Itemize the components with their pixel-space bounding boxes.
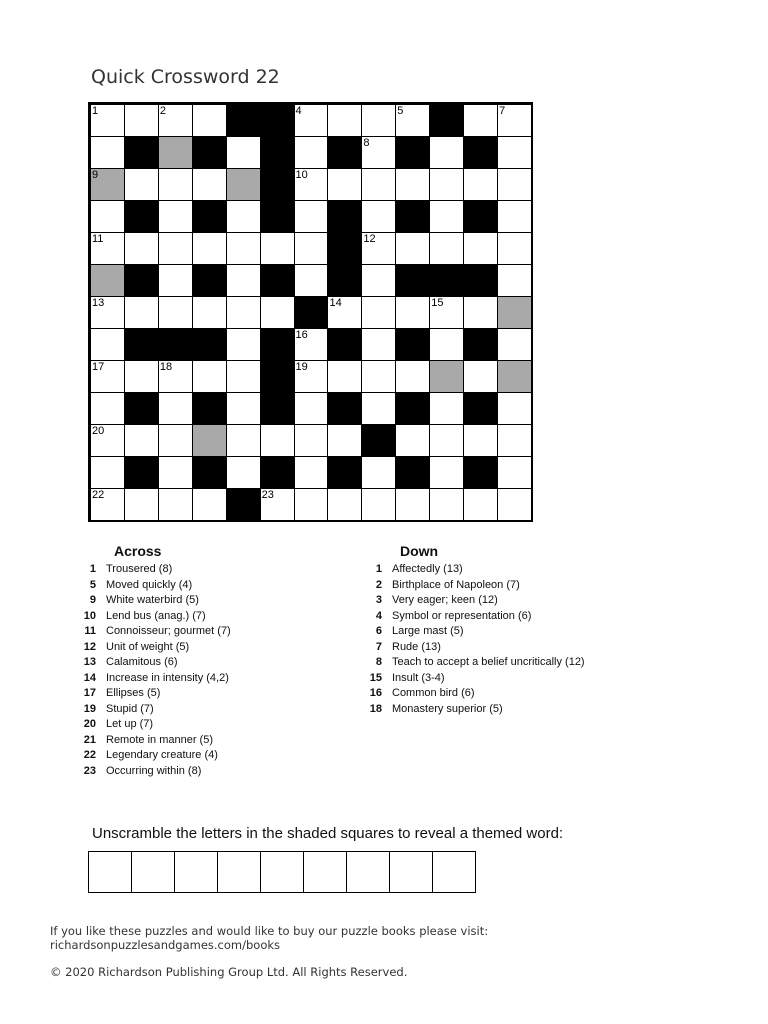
grid-cell[interactable]	[124, 360, 159, 393]
grid-block	[260, 200, 295, 233]
clue-number: 10	[295, 169, 308, 181]
grid-block	[327, 200, 362, 233]
grid-cell[interactable]	[361, 232, 396, 265]
clue-number: 5	[397, 105, 404, 117]
clue-number: 15	[431, 297, 444, 309]
clue-number: 16	[295, 329, 308, 341]
clue-number: 7	[499, 105, 506, 117]
grid-block	[260, 168, 295, 201]
clue-number: 1	[89, 563, 96, 575]
grid-cell[interactable]	[463, 232, 498, 265]
grid-cell[interactable]	[124, 104, 159, 137]
grid-block	[395, 136, 430, 169]
grid-cell[interactable]	[192, 488, 227, 521]
grid-cell[interactable]	[429, 296, 464, 329]
grid-cell[interactable]	[158, 200, 193, 233]
grid-cell[interactable]	[429, 200, 464, 233]
clue-number: 15	[369, 671, 382, 684]
grid-cell[interactable]	[395, 488, 430, 521]
footer-link[interactable]: richardsonpuzzlesandgames.com/books	[50, 938, 281, 952]
clue-number: 4	[375, 609, 382, 622]
grid-cell-shaded[interactable]	[158, 136, 193, 169]
clue-number: 7	[375, 640, 382, 653]
grid-cell[interactable]	[395, 360, 430, 393]
clue-number: 14	[329, 297, 342, 309]
grid-cell[interactable]	[226, 264, 261, 297]
grid-block	[463, 264, 498, 297]
grid-cell[interactable]	[158, 232, 193, 265]
clue-text: Connoisseur; gourmet (7)	[106, 625, 231, 637]
clue-number: 17	[83, 687, 96, 699]
grid-cell[interactable]	[361, 168, 396, 201]
grid-block	[226, 488, 261, 521]
grid-cell[interactable]	[226, 136, 261, 169]
grid-block	[124, 456, 159, 489]
clue-text: Symbol or representation (6)	[392, 609, 532, 622]
clue-number: 13	[92, 297, 105, 309]
grid-block	[260, 264, 295, 297]
grid-cell[interactable]	[90, 424, 125, 457]
clue-text: Very eager; keen (12)	[392, 594, 498, 606]
grid-cell-shaded[interactable]	[90, 168, 125, 201]
grid-cell[interactable]	[124, 168, 159, 201]
grid-cell[interactable]	[294, 360, 329, 393]
grid-cell[interactable]	[361, 104, 396, 137]
grid-cell[interactable]	[294, 200, 329, 233]
grid-cell[interactable]	[294, 168, 329, 201]
grid-cell[interactable]	[361, 328, 396, 361]
grid-block	[327, 392, 362, 425]
grid-block	[327, 456, 362, 489]
grid-cell[interactable]	[226, 424, 261, 457]
grid-cell[interactable]	[497, 488, 532, 521]
clue-number: 1	[375, 563, 382, 575]
grid-block	[260, 104, 295, 137]
grid-cell[interactable]	[124, 232, 159, 265]
grid-cell[interactable]	[497, 264, 532, 297]
clue-text: Unit of weight (5)	[106, 640, 190, 653]
grid-cell[interactable]	[463, 168, 498, 201]
grid-cell[interactable]	[158, 296, 193, 329]
crossword-grid	[88, 102, 533, 522]
clue-number: 23	[261, 489, 274, 501]
clue-text: Large mast (5)	[392, 625, 464, 637]
footer-promo: If you like these puzzles and would like to buy our puzzle books please visit:	[50, 924, 489, 938]
clue-text: Lend bus (anag.) (7)	[106, 609, 206, 622]
grid-cell-shaded[interactable]	[90, 264, 125, 297]
grid-cell[interactable]	[158, 488, 193, 521]
grid-cell[interactable]	[361, 136, 396, 169]
grid-cell[interactable]	[158, 168, 193, 201]
grid-cell[interactable]	[497, 456, 532, 489]
clue-number: 8	[375, 656, 382, 668]
grid-cell[interactable]	[158, 456, 193, 489]
grid-cell[interactable]	[361, 488, 396, 521]
clue-number: 11	[92, 233, 104, 245]
grid-block	[463, 456, 498, 489]
clue-number: 6	[375, 625, 382, 637]
grid-cell[interactable]	[90, 392, 125, 425]
clue-number: 17	[92, 361, 105, 373]
grid-cell[interactable]	[497, 424, 532, 457]
grid-cell[interactable]	[90, 232, 125, 265]
grid-cell[interactable]	[497, 392, 532, 425]
clue-number: 18	[159, 361, 173, 373]
grid-cell[interactable]	[226, 232, 261, 265]
grid-cell[interactable]	[192, 104, 227, 137]
grid-cell[interactable]	[327, 296, 362, 329]
grid-cell[interactable]	[90, 328, 125, 361]
grid-block	[395, 328, 430, 361]
grid-block	[327, 328, 362, 361]
grid-block	[158, 328, 193, 361]
grid-block	[192, 456, 227, 489]
grid-cell[interactable]	[395, 168, 430, 201]
answer-box[interactable]	[433, 852, 475, 892]
grid-cell[interactable]	[226, 456, 261, 489]
grid-block	[294, 296, 329, 329]
grid-cell[interactable]	[429, 232, 464, 265]
grid-cell[interactable]	[497, 168, 532, 201]
grid-block	[192, 200, 227, 233]
grid-cell[interactable]	[327, 104, 362, 137]
answer-box[interactable]	[304, 852, 347, 892]
grid-block	[395, 456, 430, 489]
grid-cell[interactable]	[294, 456, 329, 489]
grid-cell[interactable]	[294, 488, 329, 521]
clue-number: 18	[369, 702, 382, 715]
grid-cell[interactable]	[395, 424, 430, 457]
grid-cell[interactable]	[294, 232, 329, 265]
clue-text: Trousered (8)	[106, 563, 173, 575]
clue-number: 22	[92, 489, 105, 501]
grid-cell-shaded[interactable]	[192, 424, 227, 457]
grid-block	[327, 264, 362, 297]
grid-cell[interactable]	[327, 168, 362, 201]
clue-text: Let up (7)	[106, 718, 154, 730]
grid-block	[395, 392, 430, 425]
grid-cell[interactable]	[463, 296, 498, 329]
clue-number: 19	[83, 702, 96, 715]
answer-box[interactable]	[261, 852, 304, 892]
grid-cell[interactable]	[260, 296, 295, 329]
grid-cell[interactable]	[361, 296, 396, 329]
clue-number: 6	[431, 105, 438, 117]
grid-cell[interactable]	[90, 296, 125, 329]
grid-cell[interactable]	[463, 360, 498, 393]
clue-text: Increase in intensity (4,2)	[106, 671, 229, 684]
grid-block	[463, 392, 498, 425]
answer-box[interactable]	[89, 852, 132, 892]
grid-cell[interactable]	[294, 264, 329, 297]
grid-cell[interactable]	[395, 104, 430, 137]
grid-block	[361, 424, 396, 457]
clue-number: 4	[295, 105, 302, 117]
grid-block	[260, 360, 295, 393]
grid-cell[interactable]	[463, 424, 498, 457]
grid-cell[interactable]	[90, 360, 125, 393]
grid-block	[327, 136, 362, 169]
grid-cell[interactable]	[429, 392, 464, 425]
clue-text: Teach to accept a belief uncritically (12)	[392, 656, 585, 668]
grid-cell[interactable]	[90, 104, 125, 137]
answer-box[interactable]	[390, 852, 433, 892]
clue-number: 19	[295, 361, 308, 373]
clue-text: White waterbird (5)	[106, 594, 199, 606]
clue-number: 16	[369, 687, 382, 699]
clue-text: Legendary creature (4)	[106, 749, 218, 761]
answer-box[interactable]	[218, 852, 261, 892]
grid-cell[interactable]	[497, 104, 532, 137]
grid-cell[interactable]	[158, 264, 193, 297]
grid-block	[226, 104, 261, 137]
grid-cell[interactable]	[497, 200, 532, 233]
copyright: © 2020 Richardson Publishing Group Ltd. All Rights Reserved.	[50, 965, 408, 979]
grid-cell[interactable]	[90, 488, 125, 521]
grid-block	[124, 136, 159, 169]
clue-number: 21	[83, 733, 96, 746]
clue-number: 2	[375, 578, 382, 591]
grid-cell[interactable]	[429, 488, 464, 521]
clue-number: 9	[92, 169, 99, 181]
grid-block	[124, 392, 159, 425]
grid-block	[327, 232, 362, 265]
grid-block	[192, 328, 227, 361]
clue-text: Ellipses (5)	[106, 687, 161, 699]
grid-cell[interactable]	[90, 136, 125, 169]
clue-number: 12	[363, 233, 376, 245]
clue-text: Calamitous (6)	[106, 656, 178, 668]
grid-cell[interactable]	[260, 424, 295, 457]
grid-cell[interactable]	[327, 360, 362, 393]
grid-cell[interactable]	[158, 360, 193, 393]
across-heading: Across	[114, 543, 162, 559]
clue-number: 21	[363, 425, 376, 437]
grid-cell[interactable]	[429, 168, 464, 201]
clue-number: 12	[83, 640, 96, 653]
grid-cell[interactable]	[429, 424, 464, 457]
grid-cell[interactable]	[497, 328, 532, 361]
grid-block	[124, 264, 159, 297]
grid-cell[interactable]	[497, 136, 532, 169]
grid-cell[interactable]	[429, 456, 464, 489]
grid-cell[interactable]	[361, 264, 396, 297]
grid-cell[interactable]	[192, 296, 227, 329]
clue-text: Occurring within (8)	[106, 764, 202, 777]
grid-block	[429, 264, 464, 297]
grid-cell[interactable]	[294, 392, 329, 425]
grid-block	[124, 328, 159, 361]
grid-cell[interactable]	[226, 328, 261, 361]
grid-cell[interactable]	[90, 200, 125, 233]
grid-cell[interactable]	[124, 296, 159, 329]
grid-cell[interactable]	[294, 424, 329, 457]
grid-cell[interactable]	[327, 424, 362, 457]
grid-cell[interactable]	[395, 232, 430, 265]
grid-cell[interactable]	[192, 168, 227, 201]
clue-number: 20	[92, 425, 105, 437]
grid-cell[interactable]	[192, 232, 227, 265]
unscramble-instruction: Unscramble the letters in the shaded squares to reveal a themed word:	[92, 825, 564, 842]
clue-number: 1	[92, 105, 99, 117]
grid-block	[260, 136, 295, 169]
grid-cell[interactable]	[226, 200, 261, 233]
clue-number: 23	[83, 764, 96, 777]
grid-cell[interactable]	[429, 136, 464, 169]
grid-cell[interactable]	[395, 296, 430, 329]
grid-cell[interactable]	[361, 200, 396, 233]
grid-cell[interactable]	[294, 104, 329, 137]
grid-block	[463, 200, 498, 233]
grid-cell-shaded[interactable]	[226, 168, 261, 201]
grid-cell[interactable]	[158, 104, 193, 137]
grid-block	[260, 456, 295, 489]
grid-cell[interactable]	[226, 360, 261, 393]
answer-boxes	[88, 851, 476, 893]
clue-text: Birthplace of Napoleon (7)	[392, 578, 520, 591]
clue-number: 14	[83, 671, 96, 684]
answer-box[interactable]	[347, 852, 390, 892]
grid-block	[124, 200, 159, 233]
clue-number: 8	[363, 137, 370, 149]
clue-number: 11	[84, 625, 96, 637]
grid-block	[463, 136, 498, 169]
clue-text: Common bird (6)	[392, 687, 475, 699]
grid-block	[463, 328, 498, 361]
grid-cell[interactable]	[463, 104, 498, 137]
clue-number: 22	[83, 749, 96, 761]
clue-text: Monastery superior (5)	[392, 702, 503, 715]
clue-text: Stupid (7)	[106, 702, 154, 715]
grid-cell[interactable]	[158, 424, 193, 457]
grid-block	[260, 328, 295, 361]
grid-cell[interactable]	[124, 488, 159, 521]
grid-cell[interactable]	[226, 392, 261, 425]
clue-number: 13	[83, 656, 96, 668]
clue-number: 3	[375, 594, 382, 606]
clue-number: 5	[89, 578, 96, 591]
grid-cell[interactable]	[260, 488, 295, 521]
clue-number: 2	[159, 105, 166, 117]
grid-block	[395, 200, 430, 233]
down-heading: Down	[400, 543, 439, 559]
clue-number: 3	[227, 105, 234, 117]
grid-cell[interactable]	[497, 232, 532, 265]
grid-cell[interactable]	[361, 360, 396, 393]
clue-number: 10	[83, 609, 96, 622]
answer-box[interactable]	[175, 852, 218, 892]
grid-block	[192, 136, 227, 169]
grid-cell[interactable]	[294, 328, 329, 361]
clue-text: Insult (3-4)	[392, 671, 445, 684]
grid-block	[192, 392, 227, 425]
grid-block	[429, 104, 464, 137]
answer-box[interactable]	[132, 852, 175, 892]
grid-cell[interactable]	[429, 328, 464, 361]
grid-cell[interactable]	[90, 456, 125, 489]
grid-cell-shaded[interactable]	[497, 360, 532, 393]
grid-cell[interactable]	[361, 392, 396, 425]
grid-block	[192, 264, 227, 297]
clue-text: Rude (13)	[392, 640, 441, 653]
clue-number: 9	[89, 594, 96, 606]
grid-cell-shaded[interactable]	[429, 360, 464, 393]
grid-cell[interactable]	[226, 296, 261, 329]
grid-cell[interactable]	[260, 232, 295, 265]
grid-cell[interactable]	[192, 360, 227, 393]
grid-block	[260, 392, 295, 425]
clue-text: Moved quickly (4)	[106, 578, 193, 591]
clue-number: 20	[83, 718, 96, 730]
grid-cell[interactable]	[158, 392, 193, 425]
grid-cell[interactable]	[463, 488, 498, 521]
grid-cell[interactable]	[327, 488, 362, 521]
clue-text: Affectedly (13)	[392, 563, 463, 575]
clue-text: Remote in manner (5)	[106, 733, 213, 746]
grid-cell-shaded[interactable]	[497, 296, 532, 329]
page-title: Quick Crossword 22	[91, 66, 280, 88]
grid-cell[interactable]	[294, 136, 329, 169]
grid-cell[interactable]	[124, 424, 159, 457]
grid-cell[interactable]	[361, 456, 396, 489]
grid-block	[395, 264, 430, 297]
